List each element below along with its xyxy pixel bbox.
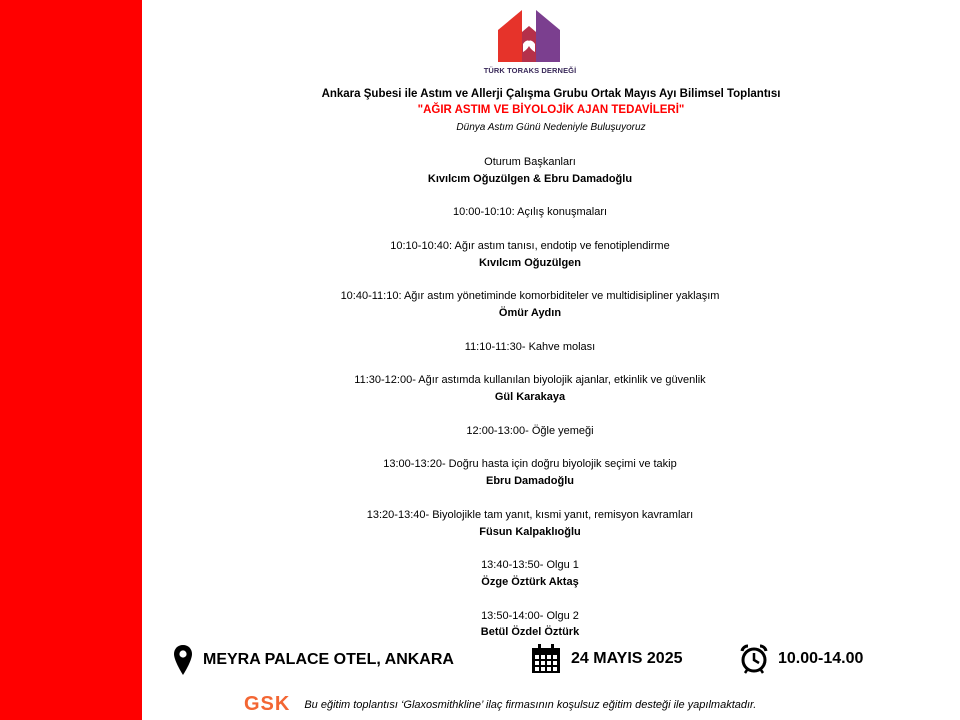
meeting-title: Ankara Şubesi ile Astım ve Allerji Çalışma Grubu Ortak Mayıs Ayı Bilimsel Toplantısı [321, 88, 781, 100]
session-speaker: Özge Öztürk Aktaş [481, 575, 579, 588]
session-time-title: 11:10-11:30- Kahve molası [464, 340, 596, 353]
alarm-clock-icon [740, 644, 768, 674]
session-time-title: 13:20-13:40- Biyolojikle tam yanıt, kısmi yanıt, remisyon kavramları [366, 508, 694, 521]
session-speaker: Füsun Kalpaklıoğlu [479, 525, 581, 538]
session-speaker: Kıvılcım Oğuzülgen [478, 256, 582, 269]
session-time-title: 10:40-11:10: Ağır astım yönetiminde komorbiditeler ve multidisipliner yaklaşım [340, 290, 720, 303]
program-schedule [142, 154, 918, 641]
logo-title: TÜRK TORAKS DERNEĞİ [483, 66, 577, 75]
session-time-title: 13:50-14:00- Olgu 2 [481, 609, 579, 622]
location-text: MEYRA PALACE OTEL, ANKARA [203, 651, 454, 668]
session-time-title: 12:00-13:00- Öğle yemeği [466, 424, 594, 437]
sponsor-note [244, 693, 756, 716]
session-time-title: 13:00-13:20- Doğru hasta için doğru biyolojik seçimi ve takip [383, 458, 677, 471]
time-info [740, 644, 863, 674]
date-info [531, 644, 682, 674]
session-time-title: 10:00-10:10: Açılış konuşmaları [452, 206, 608, 219]
chairs-label: Oturum Başkanları [484, 156, 576, 168]
session-speaker: Gül Karakaya [494, 391, 566, 404]
session-speaker: Ömür Aydın [498, 307, 562, 320]
sponsor-note-text: Bu eğitim toplantısı ‘Glaxosmithkline’ ilaç firmasının koşulsuz eğitim desteği ile yapılmaktadır. [304, 698, 757, 711]
turk-toraks-logo [474, 10, 586, 80]
session-speaker: Ebru Damadoğlu [485, 475, 574, 488]
session-time-title: 11:30-12:00- Ağır astımda kullanılan biyolojik ajanlar, etkinlik ve güvenlik [354, 374, 706, 387]
map-pin-icon [173, 644, 193, 676]
lung-house-logo-icon [496, 10, 562, 66]
date-text: 24 MAYIS 2025 [571, 650, 683, 667]
meeting-tagline: Dünya Astım Günü Nedeniyle Buluşuyoruz [456, 122, 646, 133]
chairs-names: Kıvılcım Oğuzülgen & Ebru Damadoğlu [427, 172, 633, 185]
session-speaker: Betül Özdel Öztürk [480, 626, 580, 639]
meeting-subtitle: "AĞIR ASTIM VE BİYOLOJİK AJAN TEDAVİLERİ" [417, 104, 685, 116]
event-info-bar [0, 644, 960, 684]
location-info [173, 644, 454, 676]
gsk-logo: GSK [244, 693, 291, 715]
left-red-bar [0, 0, 142, 720]
time-text: 10.00-14.00 [778, 650, 864, 667]
calendar-icon [531, 644, 561, 674]
session-time-title: 13:40-13:50- Olgu 1 [481, 559, 579, 572]
session-time-title: 10:10-10:40: Ağır astım tanısı, endotip ve fenotiplendirme [390, 239, 670, 252]
